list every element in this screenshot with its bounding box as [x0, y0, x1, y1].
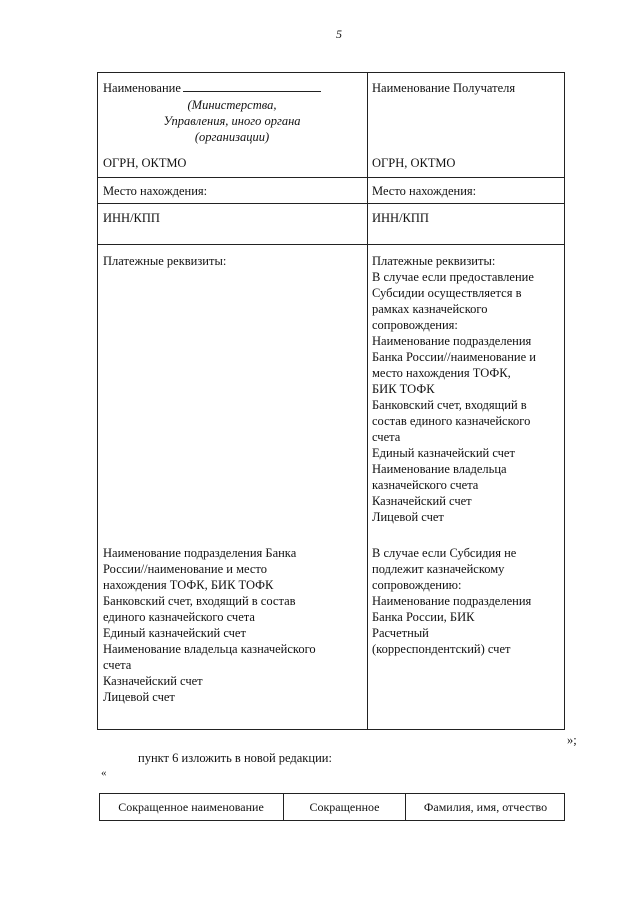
name-blank-line [183, 80, 321, 92]
right-payment-line: Банка России//наименование и [372, 350, 536, 364]
right-payment-line: сопровождению: [372, 578, 462, 592]
right-payment-line: подлежит казначейскому [372, 562, 505, 576]
closing-quote: »; [567, 733, 577, 747]
left-payment-line: Лицевой счет [103, 690, 175, 704]
left-ogrn: ОГРН, ОКТМО [103, 156, 187, 170]
right-payment-nontreasury [372, 545, 562, 657]
right-payment-line: Лицевой счет [372, 510, 444, 524]
right-payment-line: Расчетный [372, 626, 429, 640]
right-payment-line: Наименование подразделения [372, 594, 532, 608]
right-payment-line: Наименование подразделения [372, 334, 532, 348]
header-short: Сокращенное [309, 800, 380, 814]
header-full-name: Фамилия, имя, отчество [423, 800, 548, 814]
left-name-hint-1: (Министерства, [187, 98, 277, 112]
right-payment-line: казначейского счета [372, 478, 479, 492]
row-divider [97, 203, 565, 204]
left-name-hint-2: Управления, иного органа [163, 114, 301, 128]
right-payment-line: В случае если Субсидия не [372, 546, 517, 560]
left-payment-label: Платежные реквизиты: [103, 254, 227, 268]
right-ogrn: ОГРН, ОКТМО [372, 156, 456, 170]
left-payment-line: Банковский счет, входящий в состав [103, 594, 296, 608]
right-payment-line: В случае если предоставление [372, 270, 534, 284]
left-name-label: Наименование [103, 81, 181, 95]
right-payment-line: (корреспондентский) счет [372, 642, 511, 656]
right-location: Место нахождения: [372, 184, 477, 198]
right-payment-line: Казначейский счет [372, 494, 472, 508]
right-payment-line: Платежные реквизиты: [372, 254, 496, 268]
right-payment-line: Единый казначейский счет [372, 446, 515, 460]
left-location: Место нахождения: [103, 184, 208, 198]
column-divider [367, 72, 368, 730]
row-divider [97, 177, 565, 178]
right-payment-line: состав единого казначейского [372, 414, 531, 428]
left-payment-line: счета [103, 658, 132, 672]
right-payment-treasury [372, 253, 562, 525]
left-inn: ИНН/КПП [103, 211, 160, 225]
left-name-row [103, 80, 361, 96]
right-payment-line: Наименование владельца [372, 462, 507, 476]
right-payment-line: БИК ТОФК [372, 382, 435, 396]
page-number: 5 [336, 27, 342, 41]
header-short-name: Сокращенное наименование [118, 800, 264, 814]
opening-quote: « [101, 767, 107, 779]
right-payment-line: рамках казначейского [372, 302, 488, 316]
left-payment-line: нахождения ТОФК, БИК ТОФК [103, 578, 274, 592]
left-payment-line: России//наименование и место [103, 562, 267, 576]
left-payment-line: Казначейский счет [103, 674, 203, 688]
left-payment-line: Наименование владельца казначейского [103, 642, 316, 656]
left-name-hint-3: (организации) [194, 130, 270, 144]
right-payment-line: Банка России, БИК [372, 610, 475, 624]
right-inn: ИНН/КПП [372, 211, 429, 225]
left-payment-line: единого казначейского счета [103, 610, 255, 624]
instruction-text: пункт 6 изложить в новой редакции: [138, 751, 332, 765]
right-payment-line: счета [372, 430, 401, 444]
right-name-label: Наименование Получателя [372, 81, 516, 95]
right-payment-line: сопровождения: [372, 318, 458, 332]
right-payment-line: Субсидии осуществляется в [372, 286, 522, 300]
left-payment-line: Единый казначейский счет [103, 626, 246, 640]
right-payment-line: место нахождения ТОФК, [372, 366, 511, 380]
left-payment-details [103, 545, 361, 705]
right-payment-line: Банковский счет, входящий в [372, 398, 527, 412]
row-divider [97, 244, 565, 245]
left-payment-line: Наименование подразделения Банка [103, 546, 297, 560]
